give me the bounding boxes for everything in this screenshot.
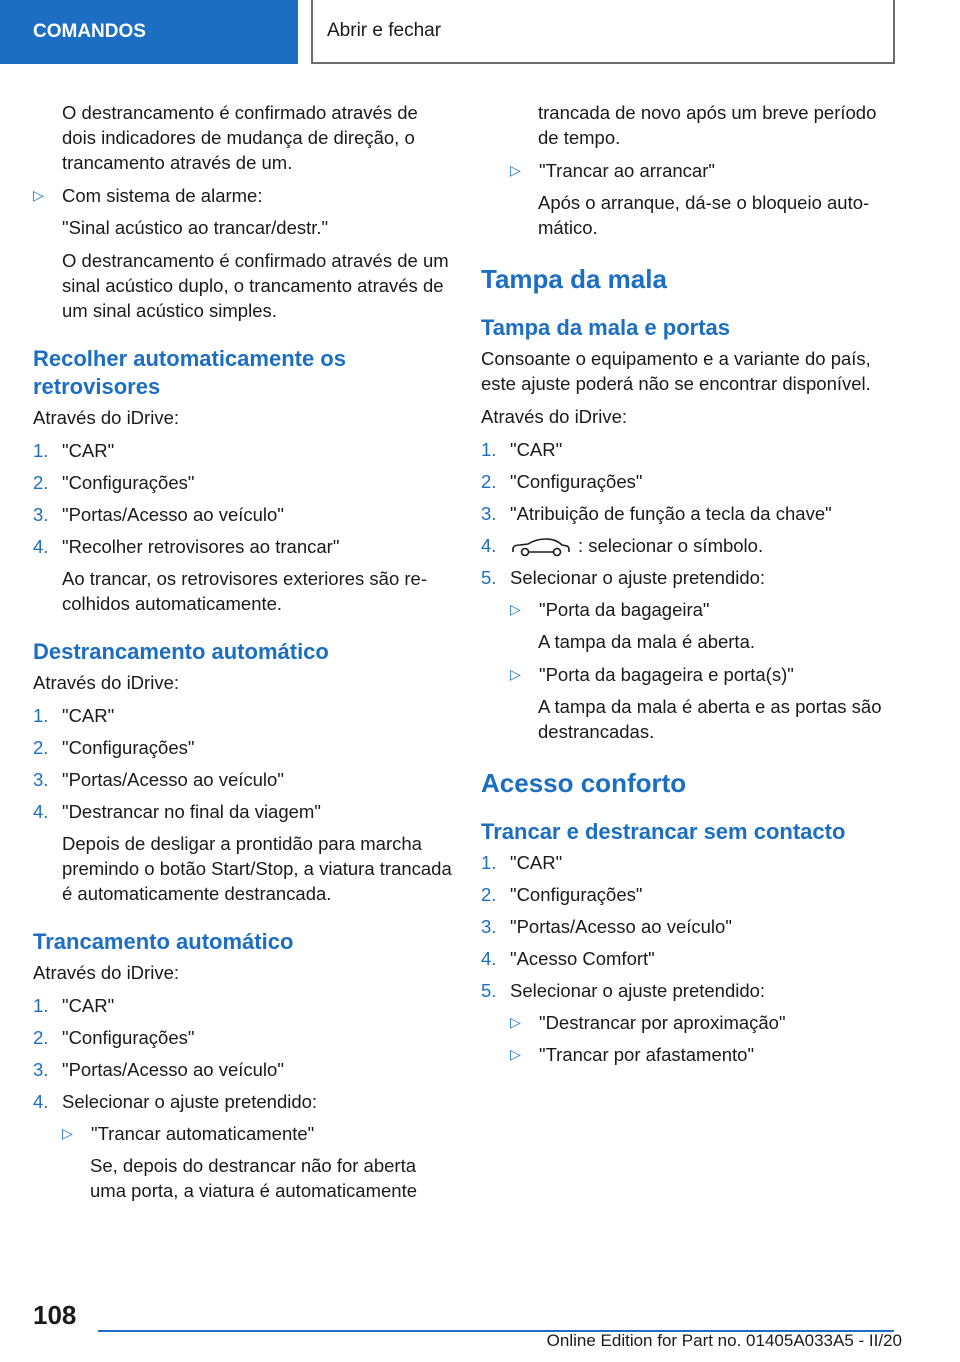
step-text: "Configurações" — [62, 737, 195, 758]
bullet-item — [510, 662, 901, 687]
triangle-bullet-icon: ▷ — [510, 1046, 521, 1063]
step-text-suffix: : selecionar o símbolo. — [578, 535, 764, 556]
list-item — [481, 469, 901, 494]
paragraph: A tampa da mala é aberta e as portas são destrancadas. — [538, 696, 882, 743]
section-heading: Tampa da mala e portas — [481, 315, 731, 340]
step-number: 3. — [33, 1059, 49, 1080]
step-number: 1. — [481, 439, 497, 460]
list-item — [481, 850, 901, 875]
paragraph: Após o arranque, dá-se o bloqueio automático. — [538, 192, 870, 238]
step-number: 5. — [481, 567, 497, 589]
paragraph: Se, depois do destrancar não for aberta uma porta, a viatura é automaticamente — [90, 1155, 418, 1201]
section-heading: Destrancamento automático — [33, 639, 329, 664]
step-number: 1. — [33, 995, 49, 1016]
list-item — [481, 978, 901, 1003]
step-text: "CAR" — [62, 440, 115, 461]
paragraph: Ao trancar, os retrovisores exteriores são recolhidos automaticamente. — [62, 568, 428, 614]
step-text: Selecionar o ajuste pretendido: — [62, 1091, 318, 1112]
step-number: 4. — [33, 536, 49, 557]
list-item — [481, 914, 901, 939]
list-item — [33, 534, 453, 559]
paragraph: Através do iDrive: — [33, 407, 179, 428]
triangle-bullet-icon: ▷ — [510, 666, 521, 683]
list-item — [33, 735, 453, 760]
left-column — [33, 100, 453, 1211]
edition-text: Online Edition for Part no. 01405A033A5 - II/20 — [546, 1331, 902, 1350]
paragraph: Consoante o equipamento e a variante do país, este ajuste poderá não se encontrar disponível. — [481, 348, 871, 394]
section-heading: Trancamento automático — [33, 929, 294, 954]
step-number: 1. — [33, 705, 49, 726]
paragraph: trancada de novo após um breve período de tempo. — [538, 102, 877, 148]
bullet-text: Com sistema de alarme: — [62, 185, 263, 206]
step-number: 2. — [33, 1027, 49, 1048]
list-item — [481, 501, 901, 526]
step-text: "Portas/Acesso ao veículo" — [62, 504, 284, 525]
paragraph: O destrancamento é confirmado através de um sinal acústico duplo, o trancamento através de um sinal acústico simples. — [62, 250, 449, 321]
bullet-item — [62, 1121, 453, 1146]
step-text: "Acesso Comfort" — [510, 948, 655, 970]
list-item — [33, 767, 453, 792]
paragraph: Depois de desligar a prontidão para marcha premindo o botão Start/Stop, a viatura trancada é automaticamente destrancada. — [62, 833, 452, 904]
chapter-title: Abrir e fechar — [311, 0, 895, 64]
list-item — [33, 1089, 453, 1114]
list-item — [33, 1025, 453, 1050]
step-number: 3. — [33, 769, 49, 790]
step-number: 3. — [33, 504, 49, 525]
list-item — [481, 946, 901, 971]
step-number: 1. — [481, 852, 497, 874]
step-number: 3. — [481, 916, 497, 938]
option-text: "Sinal acústico ao trancar/destr." — [62, 217, 329, 238]
step-text: "Portas/Acesso ao veículo" — [510, 916, 732, 938]
section-heading: Recolher automaticamente os retrovisores — [33, 346, 346, 399]
step-number: 4. — [33, 1091, 49, 1112]
list-item — [481, 437, 901, 462]
bullet-text: "Porta da bagageira" — [539, 599, 710, 621]
bullet-item — [510, 158, 901, 183]
page-number: 108 — [33, 1300, 77, 1330]
step-number: 1. — [33, 440, 49, 461]
right-column — [481, 100, 901, 1074]
bullet-text: "Trancar automaticamente" — [91, 1123, 315, 1144]
paragraph: Através do iDrive: — [33, 962, 179, 983]
chapter-heading: Acesso conforto — [481, 768, 687, 799]
list-item — [33, 470, 453, 495]
step-number: 2. — [481, 471, 497, 492]
step-number: 2. — [33, 472, 49, 493]
step-number: 4. — [33, 801, 49, 822]
step-text: Selecionar o ajuste pretendido: — [510, 980, 766, 1002]
step-number: 4. — [481, 535, 497, 556]
triangle-bullet-icon: ▷ — [510, 1014, 521, 1031]
step-text: "Configurações" — [510, 884, 643, 906]
step-number: 3. — [481, 503, 497, 524]
section-heading: Trancar e destrancar sem contacto — [481, 819, 846, 845]
section-tab: COMANDOS — [0, 0, 298, 64]
bullet-text: "Porta da bagageira e porta(s)" — [539, 664, 794, 686]
list-item — [481, 533, 901, 558]
car-icon — [510, 536, 572, 558]
step-text: "Configurações" — [62, 472, 195, 493]
step-text: "Portas/Acesso ao veículo" — [62, 769, 284, 790]
list-item — [481, 882, 901, 907]
bullet-item — [510, 1042, 901, 1067]
triangle-bullet-icon: ▷ — [510, 162, 521, 178]
step-text: "Destrancar no final da viagem" — [62, 801, 321, 822]
step-text: Selecionar o ajuste pretendido: — [510, 567, 766, 589]
triangle-bullet-icon: ▷ — [62, 1125, 73, 1141]
list-item — [33, 438, 453, 463]
list-item — [33, 1057, 453, 1082]
bullet-item — [510, 1010, 901, 1035]
step-number: 5. — [481, 980, 497, 1002]
triangle-bullet-icon: ▷ — [33, 187, 44, 203]
triangle-bullet-icon: ▷ — [510, 601, 521, 618]
bullet-text: "Trancar ao arrancar" — [539, 160, 715, 181]
step-number: 2. — [33, 737, 49, 758]
step-text: "Configurações" — [510, 471, 643, 492]
step-text: "CAR" — [62, 995, 115, 1016]
list-item — [33, 799, 453, 824]
chapter-heading: Tampa da mala — [481, 264, 667, 294]
bullet-item — [33, 183, 453, 208]
list-item — [33, 502, 453, 527]
list-item — [33, 703, 453, 728]
paragraph: Através do iDrive: — [33, 672, 179, 693]
step-text: "CAR" — [510, 852, 563, 874]
paragraph: O destrancamento é confirmado através de dois indicadores de mudança de direção, o trancamento através de um. — [62, 102, 418, 173]
paragraph: Através do iDrive: — [481, 406, 627, 427]
step-number: 2. — [481, 884, 497, 906]
bullet-text: "Destrancar por aproximação" — [539, 1012, 786, 1034]
step-text: "CAR" — [510, 439, 563, 460]
step-text: "Configurações" — [62, 1027, 195, 1048]
step-text: "CAR" — [62, 705, 115, 726]
step-text: "Atribuição de função a tecla da chave" — [510, 503, 832, 524]
step-text: "Recolher retrovisores ao trancar" — [62, 536, 340, 557]
paragraph: A tampa da mala é aberta. — [538, 631, 755, 653]
bullet-item — [510, 597, 901, 622]
list-item — [481, 565, 901, 590]
list-item — [33, 993, 453, 1018]
step-text: "Portas/Acesso ao veículo" — [62, 1059, 284, 1080]
step-number: 4. — [481, 948, 497, 970]
step-text — [510, 533, 763, 558]
bullet-text: "Trancar por afastamento" — [539, 1044, 755, 1066]
